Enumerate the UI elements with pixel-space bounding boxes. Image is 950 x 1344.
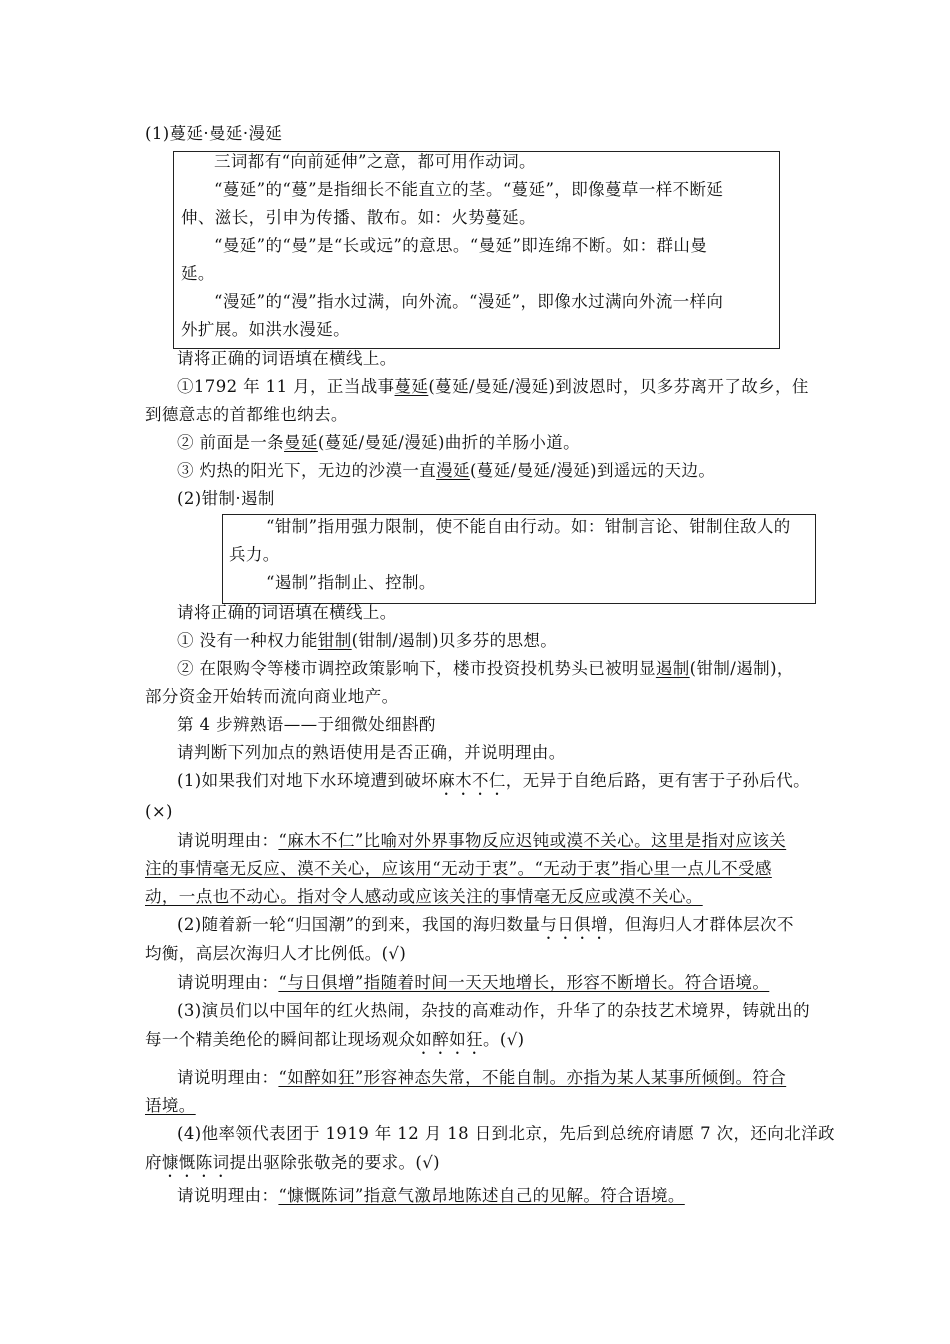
dotted-idiom: 麻木不仁 (438, 771, 506, 790)
item-4-reason: 请说明理由：“慷慨陈词”指意气激昂地陈述自己的见解。符合语境。 (177, 1186, 685, 1205)
answer-blank: 蔓延 (394, 377, 429, 396)
question-1-3: ③ 灼热的阳光下，无边的沙漠一直漫延(蔓延/曼延/漫延)到遥远的天边。 (177, 461, 716, 480)
box1-line-2: “蔓延”的“蔓”是指细长不能直立的茎。“蔓延”，即像蔓草一样不断延 (214, 180, 724, 199)
question-1-1: ①1792 年 11 月，正当战事蔓延(蔓延/曼延/漫延)到波恩时，贝多芬离开了故乡，住 (177, 377, 809, 396)
item-1-reason: 请说明理由：“麻木不仁”比喻对外界事物反应迟钝或漠不关心。这里是指对应该关 (177, 831, 787, 850)
box2-line-1: “钳制”指用强力限制，使不能自由行动。如：钳制言论、钳制住敌人的 (266, 517, 791, 536)
section-heading-1: (1)蔓延·曼延·漫延 (145, 124, 283, 143)
fill-prompt-2: 请将正确的词语填在横线上。 (177, 603, 397, 622)
item-2-reason: 请说明理由：“与日俱增”指随着时间一天天地增长，形容不断增长。符合语境。 (177, 973, 770, 992)
item-2: (2)随着新一轮“归国潮”的到来，我国的海归数量与日俱增，但海归人才群体层次不 (177, 915, 794, 934)
question-1-1-cont: 到德意志的首都维也纳去。 (145, 405, 348, 424)
box1-line-5: 延。 (181, 264, 215, 283)
box1-line-6: “漫延”的“漫”指水过满，向外流。“漫延”，即像水过满向外流一样向 (214, 292, 724, 311)
item-2-cont: 均衡，高层次海归人才比例低。(√) (145, 944, 407, 963)
answer-blank: 钳制 (317, 631, 352, 650)
item-3: (3)演员们以中国年的红火热闹，杂技的高难动作，升华了的杂技艺术境界，铸就出的 (177, 1001, 810, 1020)
question-2-2-cont: 部分资金开始转而流向商业地产。 (145, 687, 399, 706)
question-2-1: ① 没有一种权力能钳制(钳制/遏制)贝多芬的思想。 (177, 631, 558, 650)
item-3-reason-cont: 语境。 (145, 1096, 196, 1115)
answer-blank: 漫延 (436, 461, 470, 480)
box1-line-7: 外扩展。如洪水漫延。 (181, 320, 350, 339)
answer-blank: 遏制 (655, 659, 690, 678)
box1-line-4: “曼延”的“曼”是“长或远”的意思。“曼延”即连绵不断。如：群山曼 (214, 236, 708, 255)
item-3-reason: 请说明理由：“如醉如狂”形容神态失常，不能自制。亦指为某人某事所倾倒。符合 (177, 1068, 787, 1087)
item-1-reason-cont: 注的事情毫无反应、漠不关心，应该用“无动于衷”。“无动于衷”指心里一点儿不受感 (145, 859, 772, 878)
box1-line-3: 伸、滋长，引申为传播、散布。如：火势蔓延。 (181, 208, 536, 227)
answer-blank: 曼延 (284, 433, 318, 452)
question-1-2: ② 前面是一条曼延(蔓延/曼延/漫延)曲折的羊肠小道。 (177, 433, 581, 452)
item-1: (1)如果我们对地下水环境遭到破坏麻木不仁，无异于自绝后路，更有害于子孙后代。 (177, 771, 810, 790)
judge-prompt: 请判断下列加点的熟语使用是否正确，并说明理由。 (177, 743, 566, 762)
item-3-cont: 每一个精美绝伦的瞬间都让现场观众如醉如狂。(√) (145, 1030, 525, 1049)
item-1-mark: (×) (145, 802, 173, 821)
item-4-cont: 府慷慨陈词提出驱除张敬尧的要求。(√) (145, 1153, 441, 1172)
item-1-reason-cont: 动，一点也不动心。指对令人感动或应该关注的事情毫无反应或漠不关心。 (145, 887, 703, 906)
section-heading-2: (2)钳制·遏制 (177, 489, 275, 508)
box2-line-2: 兵力。 (229, 545, 280, 564)
dotted-idiom: 与日俱增 (540, 915, 608, 934)
item-4: (4)他率领代表团于 1919 年 12 月 18 日到北京，先后到总统府请愿 7 次，还向北洋政 (177, 1124, 835, 1143)
dotted-idiom: 慷慨陈词 (161, 1153, 230, 1172)
box2-line-3: “遏制”指制止、控制。 (266, 573, 436, 592)
fill-prompt-1: 请将正确的词语填在横线上。 (177, 349, 397, 368)
step-heading: 第 4 步辨熟语——于细微处细斟酌 (177, 715, 436, 734)
question-2-2: ② 在限购令等楼市调控政策影响下，楼市投资投机势头已被明显遏制(钳制/遏制)， (177, 659, 794, 678)
dotted-idiom: 如醉如狂 (415, 1030, 484, 1049)
box1-line-1: 三词都有“向前延伸”之意，都可用作动词。 (214, 152, 536, 171)
